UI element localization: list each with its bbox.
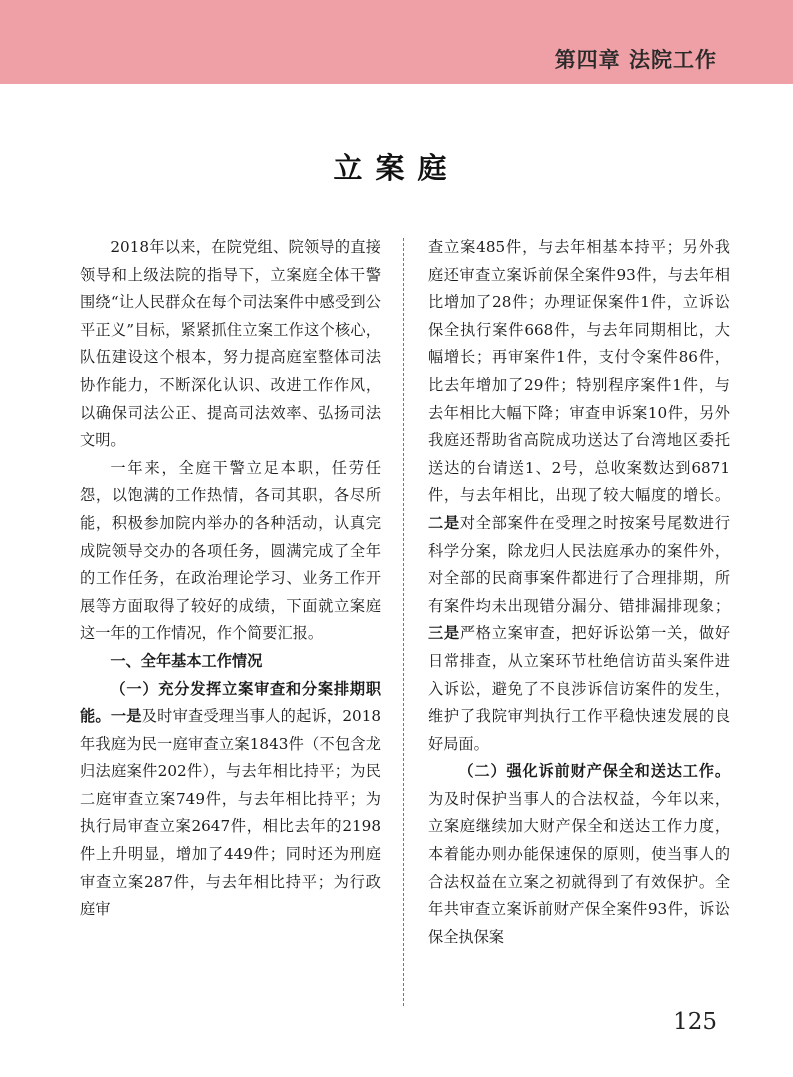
header-band [0,0,793,84]
lead-marker-2: 二是 [428,513,460,532]
continued-paragraph [428,234,730,758]
lead-marker-1: 一是 [110,707,142,726]
subsection-1 [80,676,381,924]
column-divider [403,238,404,1006]
chapter-title: 第四章 法院工作 [554,48,717,72]
section-heading: 一、全年基本工作情况 [110,651,263,670]
left-column [80,234,381,924]
continued-text-a: 查立案485件，与去年相基本持平；另外我庭还审查立案诉前保全案件93件，与去年相比增加了28件；办理证保案件1件，立诉讼保全执行案件668件，与去年同期相比，大幅增长；再审案件1件，支付令案件86件，比去年增加了29件；特别程序案件1件，与去年相比大幅下降；审查申诉案10件，另外我庭还帮助省高院成功送达了台湾地区委托送达的台请送1、2号，总收案数达到6871件，与去年相比，出现了较大幅度的增长。 [428,238,730,505]
right-column [428,234,730,951]
page-title: 立案庭 [333,151,460,185]
subsection-1-title: （一）充分发挥立案审查和分案排期职能。 [80,679,381,726]
continued-text-b: 对全部案件在受理之时按案号尾数进行科学分案，除龙归人民法庭承办的案件外，对全部的民商事案件都进行了合理排期，所有案件均未出现错分漏分、错排漏排现象； [428,513,731,615]
page-number: 125 [673,1009,717,1035]
subsection-2-text: 为及时保护当事人的合法权益，今年以来，立案庭继续加大财产保全和送达工作力度，本着能办则办能保速保的原则，使当事人的合法权益在立案之初就得到了有效保护。全年共审查立案诉前财产保全案件93件，诉讼保全执保案 [428,789,730,946]
subsection-2-title: （二）强化诉前财产保全和送达工作。 [458,762,730,781]
intro-paragraph: 2018年以来，在院党组、院领导的直接领导和上级法院的指导下，立案庭全体干警围绕“让人民群众在每个司法案件中感受到公平正义”目标，紧紧抓住立案工作这个核心，队伍建设这个根本，努力提高庭室整体司法协作能力，不断深化认识、改进工作作风，以确保司法公正、提高司法效率、弘扬司法文明。 [80,238,381,450]
continued-text-c: 严格立案审查，把好诉讼第一关，做好日常排查，从立案环节杜绝信访苗头案件进入诉讼，避免了不良涉诉信访案件的发生，维护了我院审判执行工作平稳快速发展的良好局面。 [428,624,731,753]
lead-marker-3: 三是 [428,624,460,643]
summary-paragraph: 一年来，全庭干警立足本职，任劳任怨，以饱满的工作热情，各司其职，各尽所能，积极参加院内举办的各种活动，认真完成院领导交办的各项任务，圆满完成了全年的工作任务，在政治理论学习、业务工作开展等方面取得了较好的成绩，下面就立案庭这一年的工作情况，作个简要汇报。 [80,458,381,643]
subsection-2 [428,758,730,951]
subsection-1-text: 及时审查受理当事人的起诉，2018年我庭为民一庭审查立案1843件（不包含龙归法庭案件202件），与去年相比持平；为民二庭审查立案749件，与去年相比持平；为执行局审查立案2647件，相比去年的2198件上升明显，增加了449件；同时还为刑庭审查立案287件，与去年相比持平；为行政庭审 [80,707,382,919]
